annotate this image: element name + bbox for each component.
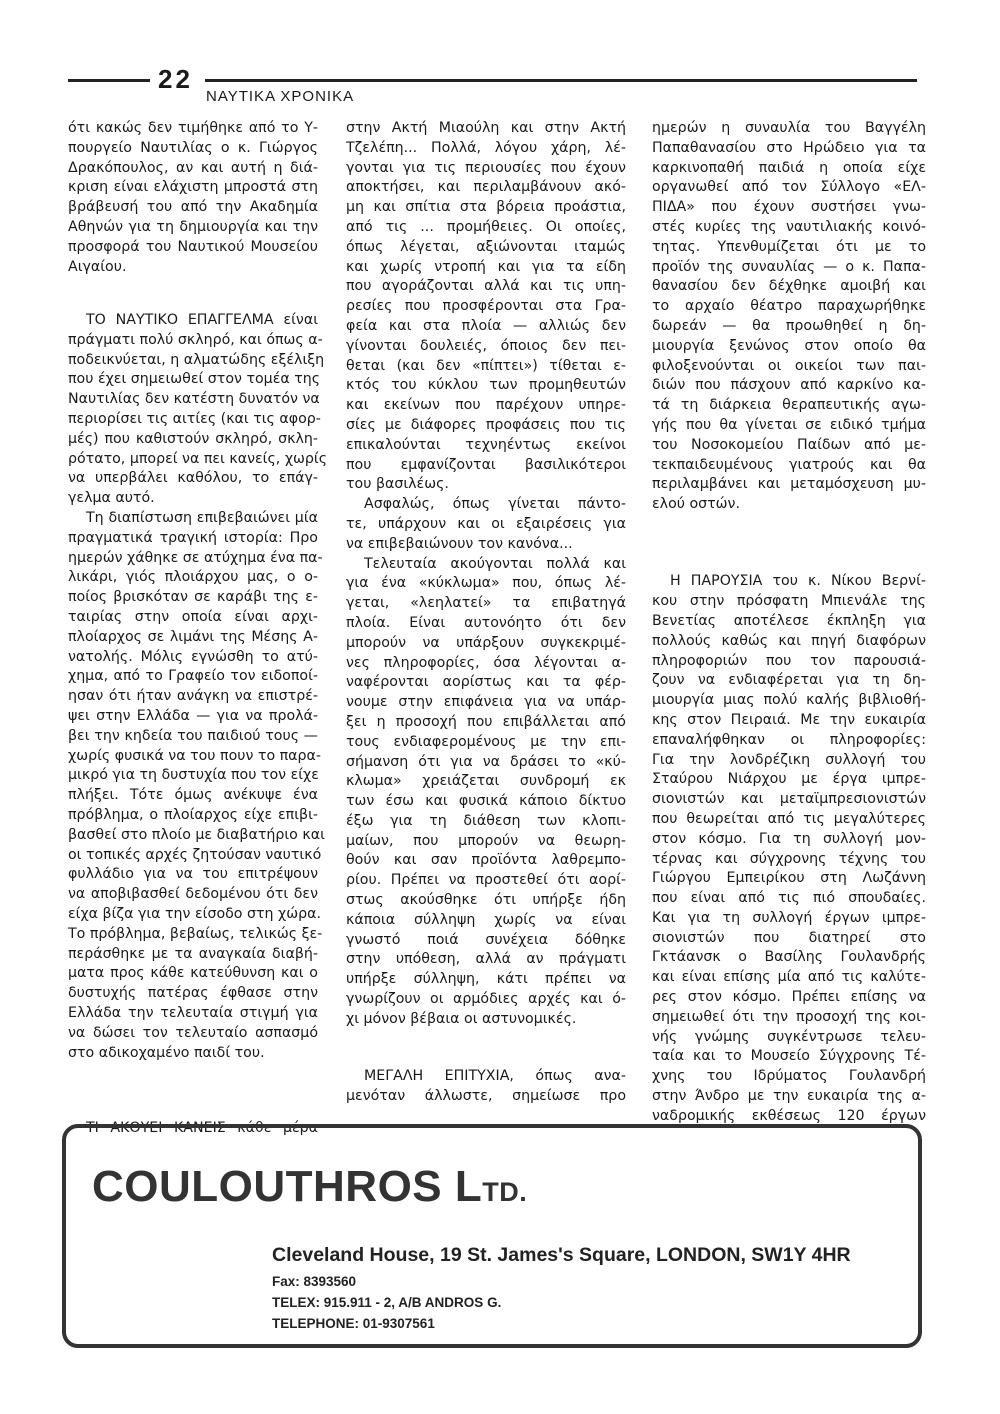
text-line: θανασίου δεν δέχθηκε αμοιβή και (652, 278, 926, 295)
text-line: περιορίσει τις αιτίες (και τις αφορ- (68, 411, 321, 428)
paragraph (68, 311, 328, 509)
company-suffix: TD. (482, 1177, 528, 1207)
text-line: ρεσίες που προσφέρονται στα Γρα- (346, 298, 626, 315)
text-line: χι μόνον βέβαια οι αστυνομικές. (346, 1010, 577, 1027)
text-line: να δώσει τον τελευταίο ασπασμό (68, 1024, 318, 1041)
text-line: κάποια σύλληψη χωρίς να είναι (346, 911, 626, 928)
text-line: κτός του κύκλου των προμηθευτών (346, 377, 626, 394)
text-line: ΠΙΔΑ» που έχουν συστήσει γνω- (652, 199, 926, 216)
text-line: νατολής. Μόλις εγνώσθη το ατύ- (68, 648, 318, 665)
text-line: στην Ακτή Μιαούλη και στην Ακτή (346, 120, 626, 136)
text-line: υπήρξε σύλληψη, κάτι πρέπει να (346, 971, 626, 988)
text-line: μιουργία μιας πολύ καλής βιβλιοθή- (652, 692, 926, 709)
advertisement-box (62, 1124, 922, 1348)
text-line: επαναλήφθηκαν οι πληροφορίες: (652, 731, 926, 748)
header-rule-left (68, 79, 150, 82)
text-line: Και για τη συλλογή έργων ιμπρε- (652, 909, 926, 926)
column-2 (346, 119, 626, 1107)
text-line: νες πληροφορίες, όσα λέγονται α- (346, 654, 626, 671)
text-line: ταιρίας στην οποία είναι αρχι- (68, 608, 318, 625)
advertiser-telephone: TELEPHONE: 01-9307561 (272, 1316, 435, 1331)
text-line: πλοίαρχος σε λιμάνι της Μέσης Α- (68, 628, 318, 645)
text-line: Τελευταία ακούγονται πολλά και (364, 555, 626, 572)
text-line: βει την κηδεία του παιδιού τους — (68, 727, 318, 744)
text-line: οργανωθεί από τον Σύλλογο «ΕΛ- (652, 179, 926, 196)
page-number: 22 (158, 64, 193, 94)
text-line: μη και σπίτια στα βόρεια προάστια, (346, 199, 626, 216)
text-line: Το πρόβλημα, βεβαίως, τελικώς ξε- (68, 925, 323, 942)
text-line: πραγματικά τραγική ιστορία: Προ (68, 529, 318, 546)
text-line: έξω για τη διάθεση των κλοπι- (346, 812, 626, 829)
text-line: στην Άνδρο με την ευκαιρία της α- (652, 1088, 926, 1105)
text-line: να υπερβάλει καθόλου, το επάγ- (68, 470, 318, 487)
text-line: προϊόν της συναυλίας — ο κ. Παπα- (652, 258, 926, 275)
text-line: στο αδικοχαμένο παιδί του. (68, 1044, 265, 1061)
text-line: φεία και στα πλοία — αλλιώς δεν (346, 317, 626, 334)
text-line: το αρχαίο θέατρο παραχωρήθηκε (652, 298, 926, 315)
text-line: χημα, από το Γραφείο τον ειδοποί- (68, 668, 318, 685)
text-line: κλωμα» χρειάζεται συνδρομή εκ (346, 773, 626, 790)
text-line: Αθηνών για τη δημιουργία και την (68, 218, 318, 235)
text-line: από τις ... προμήθειες. Οι οποίες, (346, 218, 626, 235)
text-line: πλοία. Είναι αυτονόητο ότι δεν (346, 614, 626, 631)
text-line: στές κυρίες της ναυτιλιακής κοινό- (652, 218, 926, 235)
text-line: Ασφαλώς, όπως γίνεται πάντο- (364, 496, 626, 513)
text-line: Γκτάανσκ ο Βασίλης Γουλανδρής (652, 949, 926, 966)
text-line: μές) που καθιστούν σκληρό, σκλη- (68, 430, 318, 447)
text-line: λικάρι, γιός πλοιάρχου μας, ο ο- (68, 569, 318, 586)
text-line: σήμανση ότι για να δράσει το «κύ- (346, 753, 626, 770)
text-line: για ένα «κύκλωμα» που, όπως λέ- (346, 575, 626, 592)
text-line: Ναυτιλίας δεν κατέστη δυνατόν να (68, 391, 320, 408)
text-line: ξει η προσοχή που επιβάλλεται από (346, 713, 626, 730)
text-line: γελμα αυτό. (68, 490, 155, 507)
text-line: στην υπόθεση, αλλά αν πράγματι (346, 951, 626, 968)
paragraph (68, 509, 325, 1063)
text-line: θεται (και δεν «πίπτει») τίθεται ε- (346, 357, 626, 374)
text-line: τέρνας και σύγχρονης τέχνης του (652, 850, 926, 867)
text-line: Σταύρου Νιάρχου με έργα ιμπρε- (652, 771, 926, 788)
text-line: στον κόσμο. Για τη συλλογή μον- (652, 830, 926, 847)
text-line: ησαν ότι ήταν ανάγκη να επιστρέ- (68, 688, 318, 705)
paragraph (346, 119, 626, 495)
advertiser-fax: Fax: 8393560 (272, 1274, 357, 1289)
text-line: πληροφοριών που τον παρουσιά- (652, 652, 926, 669)
text-line: Τη διαπίστωση επιβεβαιώνει μία (86, 510, 318, 526)
text-line: βράβευσή του από την Ακαδημία (68, 199, 318, 216)
text-line: πολλούς καθώς και πηγή διαφόρων (652, 632, 926, 649)
text-line: τά τη διάρκεια θεραπευτικής αγω- (652, 397, 926, 414)
text-line: κης στον Πειραιά. Με την ευκαιρία (652, 711, 926, 728)
text-line: γής που θα γίνεται σε ειδικό τμήμα (652, 416, 926, 433)
text-line: γεται, «λεηλατεί» τα επιβατηγά (346, 595, 626, 612)
text-line: σημειωθεί ότι την προσοχή της κοι- (652, 1008, 926, 1025)
text-line: χωρίς φυσικά να του πουν το παρα- (68, 747, 321, 764)
text-line: ταία και το Μουσείο Σύγχρονης Τέ- (652, 1048, 926, 1065)
text-line: Η ΠΑΡΟΥΣΙΑ του κ. Νίκου Βερνί- (670, 573, 926, 590)
text-line: τους ενδιαφερομένους με την επι- (346, 733, 626, 750)
text-line: πουργείο Ναυτιλίας ο κ. Γιώργος (68, 139, 318, 156)
text-line: ΜΕΓΑΛΗ ΕΠΙΤΥΧΙΑ, όπως ανα- (364, 1068, 626, 1085)
text-line: γονται για τις περιουσίες που έχουν (346, 159, 626, 176)
text-line: Τζελέπη... Πολλά, λόγου χάρη, λέ- (346, 139, 626, 156)
text-line: που έχει σημειωθεί στον τομέα της (68, 371, 321, 388)
advertiser-address: Cleveland House, 19 St. James's Square, LONDON, SW1Y 4HR (272, 1244, 851, 1266)
text-line: ημερών η συναυλία του Βαγγέλη (652, 120, 926, 136)
column-3 (652, 119, 926, 1127)
text-line: μαίων, που μπορούν να θεωρη- (346, 832, 626, 849)
text-line: φιλοξενούνται οι οικείοι των παι- (652, 357, 926, 374)
text-line: νής γνώμης συγκέντρωσε τελευ- (652, 1028, 926, 1045)
text-line: να αποβιβασθεί δεδομένου ότι δεν (68, 886, 318, 903)
text-line: γνωρίζουν οι αρμόδιες αρχές και ό- (346, 991, 626, 1008)
text-line: κου στην πρόσφατη Μπιενάλε της (652, 593, 926, 610)
paragraph (346, 495, 626, 554)
paragraph (68, 119, 318, 277)
paragraph (652, 119, 926, 515)
text-line: ναφέρονται αορίστως και τα φέρ- (346, 674, 626, 691)
text-line: και εκείνων που παρέχουν υπηρε- (346, 397, 626, 414)
text-line: επικαλούνται τεχνηέντως εκείνοι (346, 436, 626, 453)
text-line: Γιώργου Εμπειρίκου στη Λωζάννη (652, 870, 926, 887)
text-line: κριση είναι ελάχιστη μπροστά στη (68, 179, 318, 196)
text-line: στως ακούσθηκε ότι υπήρξε ήδη (346, 892, 626, 909)
paragraph (346, 555, 626, 1030)
text-line: και είναι επίσης μία από τις καλύτε- (652, 969, 926, 986)
text-line: ποδεικνύεται, η αλματώδης εξέλιξη (68, 351, 325, 368)
text-line: νουμε στην επιφάνεια για να υπάρ- (346, 694, 626, 711)
text-line: τεκπαιδευμένους γιατρούς και θα (652, 456, 926, 473)
text-line: θούν και σαν προϊόντα λαθρεμπο- (346, 852, 626, 869)
text-line: τε, υπάρχουν και οι εξαιρέσεις για (346, 515, 626, 532)
text-line: και χωρίς ντροπή και για τα είδη (346, 258, 626, 275)
magazine-title: ΝΑΥΤΙΚΑ ΧΡΟΝΙΚΑ (206, 88, 355, 105)
text-line: του βασιλέως. (346, 476, 449, 493)
text-line: Παπαθανασίου στο Ηρώδειο για τα (652, 139, 926, 156)
text-line: οι τοπικές αρχές ζητούσαν ναυτικό (68, 846, 322, 863)
text-line: που εμφανίζονται βασιλικότεροι (346, 456, 626, 473)
text-line: γίνονται δουλειές, όποιος δεν πει- (346, 337, 626, 354)
text-line: πλήξει. Τότε όμως ανέκυψε ένα (68, 787, 318, 804)
text-line: μενόταν άλλωστε, σημείωσε προ (346, 1088, 626, 1105)
text-line: όπως λέγεται, αξιώνονται ιταμώς (346, 238, 626, 255)
text-line: γνωστό ποιά συνέχεια δόθηκε (346, 931, 626, 948)
text-line: σιονιστών που διατηρεί στο (652, 929, 926, 946)
text-line: είχα βίζα για την είσοδο στη χώρα. (68, 905, 321, 922)
text-line: μπορούν να υπάρξουν συγκεκριμέ- (346, 634, 626, 651)
text-line: Βενετίας αποτέλεσε έκπληξη για (652, 612, 926, 629)
text-line: σιονιστών και μεταϊμπρεσιονιστών (652, 791, 926, 808)
text-line: ρότατο, μπορεί να πει κανείς, χωρίς (68, 450, 328, 467)
header-rule-right (205, 79, 917, 82)
text-line: βασθεί στο πλοίο με διαβατήριο και (68, 826, 325, 843)
text-line: ναδρομικής εκθέσεως 120 έργων (652, 1107, 926, 1124)
text-line: πρόβλημα, ο πλοίαρχος είχε επιβι- (68, 806, 318, 823)
text-line: ρες στον κόσμο. Πρέπει επίσης να (652, 989, 926, 1006)
text-line: του Νοσοκομείου Παίδων από με- (652, 436, 926, 453)
advertiser-telex: TELEX: 915.911 - 2, A/B ANDROS G. (272, 1295, 502, 1310)
text-line: ΤΟ ΝΑΥΤΙΚΟ ΕΠΑΓΓΕΛΜΑ είναι (86, 312, 318, 329)
text-line: ημερών χάθηκε σε ατύχημα ένα πα- (68, 549, 323, 566)
text-line: ζουν να ενδιαφέρεται για τη δη- (652, 672, 926, 689)
text-line: μικρό για τη δυστυχία που τον είχε (68, 767, 319, 784)
text-line: ματα προς κάθε κατεύθυνση και ο (68, 965, 318, 982)
text-line: μιουργία ξενώνος στον οποίο θα (652, 337, 926, 354)
text-line: δυστυχής πατέρας έφθασε στην (68, 985, 318, 1002)
text-line: πράγματι πολύ σκληρό, και όπως α- (68, 331, 323, 348)
text-line: περάσθηκε με τα αναγκαία διαβή- (68, 945, 318, 962)
text-line: ελού οστών. (652, 496, 740, 513)
text-line: φυλλάδιο για να του επιτρέψουν (68, 866, 318, 883)
text-line: ότι κακώς δεν τιμήθηκε από το Υ- (68, 120, 318, 136)
text-line: που είναι από τις πιό σπουδαίες. (652, 890, 926, 907)
text-line: τητας. Υπενθυμίζεται ότι με το (652, 238, 926, 255)
advertiser-name (92, 1162, 527, 1212)
text-line: ρίου. Πρέπει να προστεθεί ότι αορί- (346, 872, 626, 889)
text-line: που θεωρείται από τις μεγαλύτερες (652, 810, 926, 827)
text-line: προσφορά του Ναυτικού Μουσείου (68, 238, 318, 255)
text-line: των έσω και φυσικά κάποιο δίκτυο (346, 793, 626, 810)
text-line: αποκτήσει, και περιλαμβάνουν ακό- (346, 179, 626, 196)
text-line: ψει στην Ελλάδα — για να προλά- (68, 707, 318, 724)
text-line: Δρακόπουλος, αν και αυτή η διά- (68, 159, 318, 176)
text-line: ποίος βρισκόταν σε καράβι της ε- (68, 589, 318, 606)
text-line: χνης του Ιδρύματος Γουλανδρή (652, 1068, 926, 1085)
paragraph (346, 1067, 626, 1107)
text-line: ΤΙ ΑΚΟΥΕΙ ΚΑΝΕΙΣ κάθε μέρα (86, 1119, 318, 1136)
text-line: περιλαμβάνει και μεταμόσχευση μυ- (652, 476, 926, 493)
text-line: καρκινοπαθή παιδιά η οποία είχε (652, 159, 926, 176)
text-line: που αγοράζονται αλλά και τις υπη- (346, 278, 626, 295)
text-line: Αιγαίου. (68, 258, 127, 275)
text-line: να επιβεβαιώνουν τον κανόνα... (346, 535, 573, 552)
company-name: COULOUTHROS L (92, 1162, 483, 1211)
text-line: δωρεάν — θα προωθηθεί η δη- (652, 317, 926, 334)
text-line: Για την λονδρέζικη συλλογή του (652, 751, 926, 768)
text-line: σίες με διάφορες προφάσεις που τις (346, 416, 626, 433)
text-line: Ελλάδα την τελευταία στιγμή για (68, 1004, 318, 1021)
column-1 (68, 119, 328, 1139)
paragraph (652, 572, 926, 1126)
text-line: διών που πάσχουν από καρκίνο κα- (652, 377, 926, 394)
